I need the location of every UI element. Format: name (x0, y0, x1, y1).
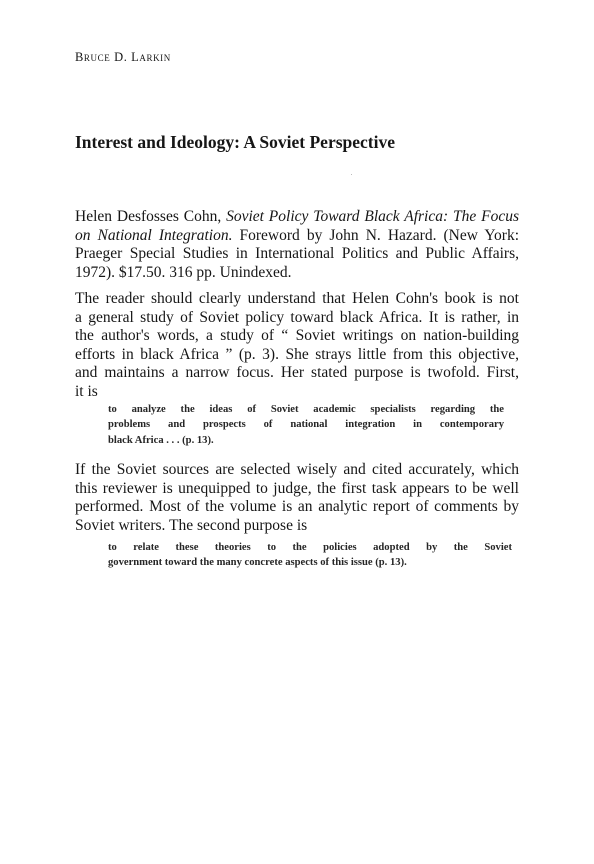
quote-line: problems and prospects of national integration in contemporary (108, 419, 504, 431)
paragraph-line: it is (75, 382, 98, 400)
body-paragraph-2 (75, 461, 519, 535)
paragraph-line: Soviet writers. The second purpose is (75, 516, 308, 534)
block-quote-2 (108, 540, 512, 571)
citation-line: Praeger Special Studies in International Politics and Public Affairs, (75, 245, 519, 263)
scan-speck (351, 174, 352, 175)
citation-line (75, 208, 519, 227)
citation-book-title: on National Integration. (75, 226, 233, 244)
article-title: Interest and Ideology: A Soviet Perspective (75, 132, 395, 152)
quote-line: government toward the many concrete aspects of this issue (p. 13). (108, 557, 407, 569)
running-header-author: Bruce D. Larkin (75, 50, 171, 64)
citation-book-title: Soviet Policy Toward Black Africa: The Focus (226, 208, 519, 225)
citation-foreword: Foreword by John N. Hazard. (New York: (232, 226, 519, 244)
citation-book-author: Helen Desfosses Cohn, (75, 208, 227, 225)
paragraph-line: efforts in black Africa ” (p. 3). She strays little from this objective, (75, 345, 519, 363)
paragraph-line: If the Soviet sources are selected wisely and cited accurately, which (75, 461, 519, 478)
book-citation (75, 208, 519, 282)
quote-line: to relate these theories to the policies adopted by the Soviet (108, 542, 512, 553)
paragraph-line: the author's words, a study of “ Soviet writings on nation-building (75, 327, 519, 345)
paragraph-line: this reviewer is unequipped to judge, the first task appears to be well (75, 479, 519, 497)
body-paragraph-1 (75, 290, 519, 402)
quote-line: black Africa . . . (p. 13). (108, 434, 214, 446)
quote-line: to analyze the ideas of Soviet academic specialists regarding the (108, 404, 504, 415)
citation-line: 1972). $17.50. 316 pp. Unindexed. (75, 263, 292, 281)
paragraph-line: a general study of Soviet policy toward black Africa. It is rather, in (75, 308, 519, 326)
paragraph-line: and maintains a narrow focus. Her stated purpose is twofold. First, (75, 364, 519, 382)
paragraph-line: performed. Most of the volume is an analytic report of comments by (75, 498, 519, 516)
paragraph-line: The reader should clearly understand that Helen Cohn's book is not (75, 290, 519, 307)
block-quote-1 (108, 402, 504, 448)
citation-line (75, 227, 519, 246)
